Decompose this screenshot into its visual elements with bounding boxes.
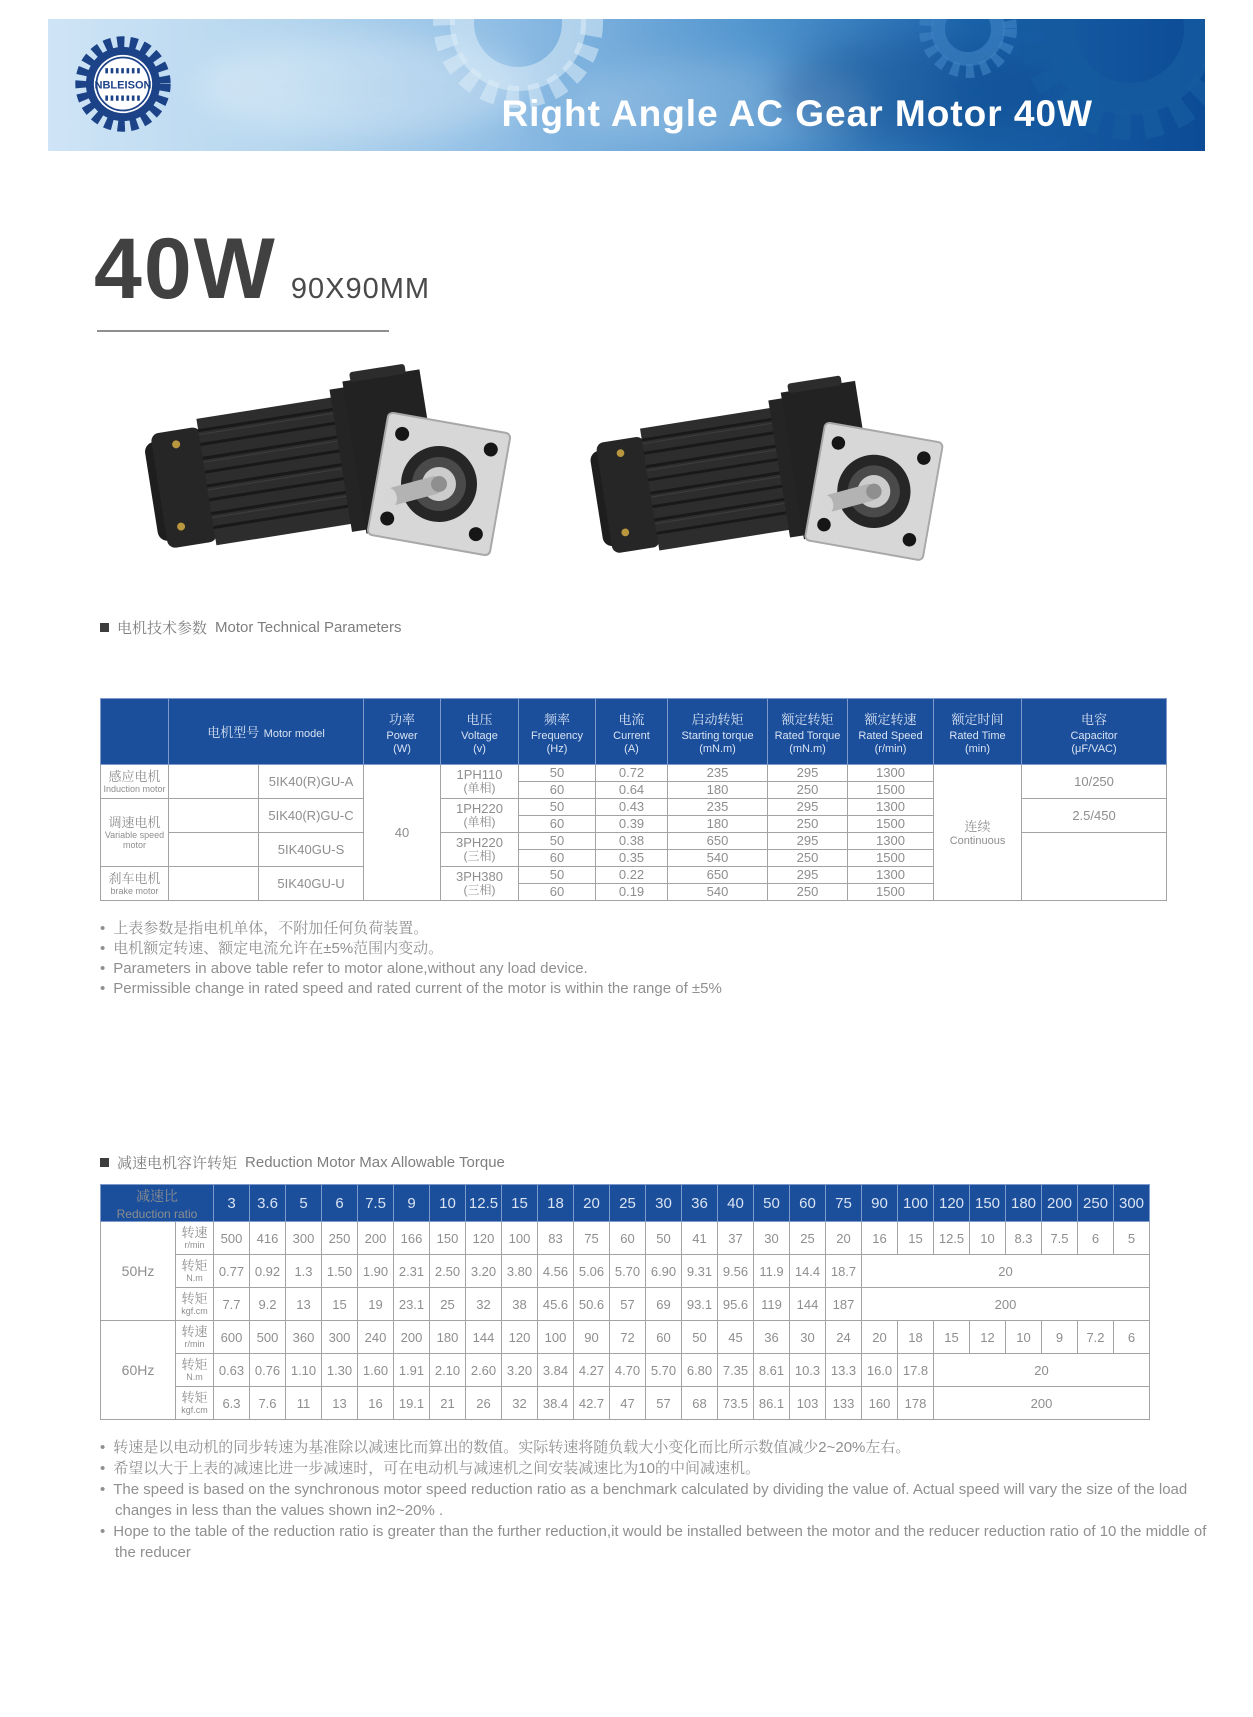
- row-label-speed: 转速 r/min: [176, 1321, 214, 1354]
- frequency-group-label: 50Hz: [101, 1222, 176, 1321]
- col-header-model: 电机型号 Motor model: [169, 699, 364, 765]
- table-cell: 37: [718, 1222, 754, 1255]
- table-cell: 103: [790, 1387, 826, 1420]
- table-cell: 1300: [848, 765, 934, 782]
- table-cell: 187: [826, 1288, 862, 1321]
- table-cell: 295: [768, 765, 848, 782]
- table-cell: 60: [519, 850, 596, 867]
- rated-time-cell: 连续 Continuous: [934, 765, 1022, 901]
- table-row: [101, 1321, 1150, 1354]
- table-cell: 16: [862, 1222, 898, 1255]
- table-cell: 60: [519, 816, 596, 833]
- table-cell: 16.0: [862, 1354, 898, 1387]
- table-cell: 295: [768, 799, 848, 816]
- table-cell: 2.31: [394, 1255, 430, 1288]
- voltage-cell: 3PH380 (三相): [441, 867, 519, 901]
- power-cell: 40: [364, 765, 441, 901]
- capacitor-cell: 2.5/450: [1022, 799, 1167, 833]
- table-cell: 60: [519, 884, 596, 901]
- capacitor-cell: [1022, 833, 1167, 901]
- model-cell: 5IK40GU-U: [259, 867, 364, 901]
- table-cell: 180: [430, 1321, 466, 1354]
- table-cell: 1.3: [286, 1255, 322, 1288]
- table-cell: 295: [768, 833, 848, 850]
- category-cell: 调速电机 Variable speed motor: [101, 799, 169, 867]
- table-cell: 57: [610, 1288, 646, 1321]
- table-cell: 45.6: [538, 1288, 574, 1321]
- table-cell: 10: [970, 1222, 1006, 1255]
- table-cell: 500: [214, 1222, 250, 1255]
- table-cell: 0.35: [596, 850, 668, 867]
- table-cell: 300: [1114, 1185, 1150, 1222]
- table-cell: 6.90: [646, 1255, 682, 1288]
- table-row: [101, 1354, 1150, 1387]
- logo-text: NBLEISON: [94, 79, 152, 92]
- table-cell: 50: [519, 799, 596, 816]
- table-cell: 90: [862, 1185, 898, 1222]
- table-cell: 250: [768, 782, 848, 799]
- col-header-rated-time: 额定时间 Rated Time (min): [934, 699, 1022, 765]
- table-cell: 1500: [848, 850, 934, 867]
- section-title-en: Motor Technical Parameters: [215, 619, 402, 636]
- heading-underline: [97, 330, 389, 332]
- table-cell: 83: [538, 1222, 574, 1255]
- table-cell: 57: [646, 1387, 682, 1420]
- table-cell: 0.77: [214, 1255, 250, 1288]
- table-cell: 3.20: [502, 1354, 538, 1387]
- voltage-cell: 3PH220 (三相): [441, 833, 519, 867]
- table-cell: 18: [538, 1185, 574, 1222]
- table-cell: 13.3: [826, 1354, 862, 1387]
- col-header-reduction-ratio: 减速比 Reduction ratio: [101, 1185, 214, 1222]
- table-cell: 7.5: [1042, 1222, 1078, 1255]
- col-header-frequency: 频率 Frequency (Hz): [519, 699, 596, 765]
- table-cell: 38: [502, 1288, 538, 1321]
- table-cell: 5.70: [646, 1354, 682, 1387]
- merged-value-cell: 200: [862, 1288, 1150, 1321]
- table-header-row: [101, 1185, 1150, 1222]
- table-cell: 6: [322, 1185, 358, 1222]
- page-title: Right Angle AC Gear Motor 40W: [501, 93, 1093, 134]
- square-bullet-icon: [100, 623, 109, 632]
- table-cell: 7.2: [1078, 1321, 1114, 1354]
- table-cell: 4.70: [610, 1354, 646, 1387]
- table-cell: 4.56: [538, 1255, 574, 1288]
- table-header-row: [101, 699, 1167, 765]
- col-header-current: 电流 Current (A): [596, 699, 668, 765]
- table-cell: 15: [502, 1185, 538, 1222]
- note-line: • 转速是以电动机的同步转速为基准除以减速比而算出的数值。实际转速将随负载大小变化而比所示数值减少2~20%左右。: [100, 1437, 1218, 1458]
- table-cell: 93.1: [682, 1288, 718, 1321]
- table-cell: 19.1: [394, 1387, 430, 1420]
- table-row: [101, 765, 1167, 782]
- table-cell: 5: [1114, 1222, 1150, 1255]
- table-cell: 1300: [848, 833, 934, 850]
- table-cell: 9.2: [250, 1288, 286, 1321]
- table-cell: 240: [358, 1321, 394, 1354]
- note-line: • Permissible change in rated speed and rated current of the motor is within the range of ±5%: [100, 979, 1110, 999]
- table-cell: 0.19: [596, 884, 668, 901]
- table-cell: 30: [646, 1185, 682, 1222]
- table-cell: 6: [1114, 1321, 1150, 1354]
- table-cell: 21: [430, 1387, 466, 1420]
- blank-cell: [169, 833, 259, 867]
- table-cell: 120: [502, 1321, 538, 1354]
- table-cell: 26: [466, 1387, 502, 1420]
- table-cell: 0.38: [596, 833, 668, 850]
- table-cell: 650: [668, 833, 768, 850]
- table-cell: 16: [358, 1387, 394, 1420]
- table-cell: 100: [538, 1321, 574, 1354]
- table-cell: 0.39: [596, 816, 668, 833]
- table-cell: 540: [668, 850, 768, 867]
- table-cell: 166: [394, 1222, 430, 1255]
- table-cell: 3.20: [466, 1255, 502, 1288]
- table-cell: 50.6: [574, 1288, 610, 1321]
- voltage-cell: 1PH220 (单相): [441, 799, 519, 833]
- table-cell: 300: [286, 1222, 322, 1255]
- table-cell: 200: [1042, 1185, 1078, 1222]
- table-cell: 100: [898, 1185, 934, 1222]
- table-cell: 500: [250, 1321, 286, 1354]
- header-banner: [48, 19, 1205, 151]
- table-cell: 40: [718, 1185, 754, 1222]
- section-title-zh: 电机技术参数: [117, 620, 208, 637]
- table-cell: 9: [394, 1185, 430, 1222]
- note-line: • 希望以大于上表的减速比进一步减速时，可在电动机与减速机之间安装减速比为10的中间减速机。: [100, 1458, 1218, 1479]
- product-photo-1: [135, 356, 515, 578]
- table-cell: 47: [610, 1387, 646, 1420]
- capacitor-cell: 10/250: [1022, 765, 1167, 799]
- table-cell: 42.7: [574, 1387, 610, 1420]
- table-cell: 160: [862, 1387, 898, 1420]
- table-cell: 416: [250, 1222, 286, 1255]
- brand-logo: [70, 31, 176, 137]
- table-cell: 1.91: [394, 1354, 430, 1387]
- table-cell: 235: [668, 765, 768, 782]
- table-cell: 1500: [848, 816, 934, 833]
- table-cell: 1500: [848, 782, 934, 799]
- table-cell: 180: [1006, 1185, 1042, 1222]
- table-cell: 75: [574, 1222, 610, 1255]
- table-cell: 12.5: [466, 1185, 502, 1222]
- table-cell: 11.9: [754, 1255, 790, 1288]
- square-bullet-icon: [100, 1158, 109, 1167]
- table-cell: 2.60: [466, 1354, 502, 1387]
- row-label-torque-kgfcm: 转矩 kgf.cm: [176, 1387, 214, 1420]
- table-cell: 30: [754, 1222, 790, 1255]
- table-cell: 19: [358, 1288, 394, 1321]
- table-cell: 17.8: [898, 1354, 934, 1387]
- col-header-power: 功率 Power (W): [364, 699, 441, 765]
- table-cell: 60: [790, 1185, 826, 1222]
- table-cell: 11: [286, 1387, 322, 1420]
- model-cell: 5IK40(R)GU-A: [259, 765, 364, 799]
- section-title-en: Reduction Motor Max Allowable Torque: [245, 1154, 505, 1171]
- table-cell: 36: [754, 1321, 790, 1354]
- table-cell: 14.4: [790, 1255, 826, 1288]
- table-cell: 15: [934, 1321, 970, 1354]
- table-cell: 69: [646, 1288, 682, 1321]
- table-cell: 8.61: [754, 1354, 790, 1387]
- table-cell: 50: [682, 1321, 718, 1354]
- row-label-torque-nm: 转矩 N.m: [176, 1354, 214, 1387]
- col-header-starting-torque: 启动转矩 Starting torque (mN.m): [668, 699, 768, 765]
- table-cell: 0.92: [250, 1255, 286, 1288]
- table-cell: 38.4: [538, 1387, 574, 1420]
- table-cell: 15: [322, 1288, 358, 1321]
- note-line: • Parameters in above table refer to motor alone,without any load device.: [100, 959, 1110, 979]
- table-cell: 45: [718, 1321, 754, 1354]
- category-cell: 刹车电机 brake motor: [101, 867, 169, 901]
- table-cell: 25: [610, 1185, 646, 1222]
- table-cell: 75: [826, 1185, 862, 1222]
- product-power: 40W: [94, 221, 277, 317]
- table-cell: 5.06: [574, 1255, 610, 1288]
- table-cell: 6.3: [214, 1387, 250, 1420]
- table-cell: 200: [394, 1321, 430, 1354]
- table-cell: 25: [430, 1288, 466, 1321]
- merged-value-cell: 20: [934, 1354, 1150, 1387]
- table-cell: 3: [214, 1185, 250, 1222]
- gear-icon: [908, 19, 1028, 89]
- table-cell: 250: [322, 1222, 358, 1255]
- table-cell: 50: [754, 1185, 790, 1222]
- table-cell: 1500: [848, 884, 934, 901]
- table-cell: 60: [519, 782, 596, 799]
- table-cell: 0.22: [596, 867, 668, 884]
- model-cell: 5IK40GU-S: [259, 833, 364, 867]
- table-cell: 144: [466, 1321, 502, 1354]
- motor-parameters-table: [100, 698, 1167, 901]
- motor-notes: [100, 919, 1110, 999]
- table-cell: 3.84: [538, 1354, 574, 1387]
- table-cell: 250: [768, 884, 848, 901]
- table-cell: 12.5: [934, 1222, 970, 1255]
- table-cell: 60: [646, 1321, 682, 1354]
- table-cell: 5.70: [610, 1255, 646, 1288]
- table-cell: 100: [502, 1222, 538, 1255]
- table-cell: 1.30: [322, 1354, 358, 1387]
- table-cell: 36: [682, 1185, 718, 1222]
- table-cell: 150: [430, 1222, 466, 1255]
- table-cell: 13: [322, 1387, 358, 1420]
- table-cell: 6.80: [682, 1354, 718, 1387]
- table-cell: 72: [610, 1321, 646, 1354]
- table-cell: 133: [826, 1387, 862, 1420]
- row-label-torque-nm: 转矩 N.m: [176, 1255, 214, 1288]
- table-cell: 250: [768, 816, 848, 833]
- table-cell: 295: [768, 867, 848, 884]
- category-cell: 感应电机 Induction motor: [101, 765, 169, 799]
- table-cell: 250: [768, 850, 848, 867]
- table-cell: 50: [519, 867, 596, 884]
- table-cell: 600: [214, 1321, 250, 1354]
- table-cell: 1.10: [286, 1354, 322, 1387]
- section-title-zh: 减速电机容许转矩: [117, 1155, 238, 1172]
- table-cell: 60: [610, 1222, 646, 1255]
- merged-value-cell: 200: [934, 1387, 1150, 1420]
- table-cell: 68: [682, 1387, 718, 1420]
- section-title-reduction-torque: [100, 1152, 505, 1173]
- table-cell: 0.43: [596, 799, 668, 816]
- note-line: • 电机额定转速、额定电流允许在±5%范围内变动。: [100, 939, 1110, 959]
- table-cell: 95.6: [718, 1288, 754, 1321]
- table-cell: 50: [646, 1222, 682, 1255]
- table-cell: 32: [502, 1387, 538, 1420]
- table-cell: 18.7: [826, 1255, 862, 1288]
- table-cell: 10.3: [790, 1354, 826, 1387]
- col-header-voltage: 电压 Voltage (v): [441, 699, 519, 765]
- table-row: [101, 1222, 1150, 1255]
- model-cell: 5IK40(R)GU-C: [259, 799, 364, 833]
- table-cell: 200: [358, 1222, 394, 1255]
- table-cell: 5: [286, 1185, 322, 1222]
- table-cell: 300: [322, 1321, 358, 1354]
- blank-cell: [169, 867, 259, 901]
- table-cell: 235: [668, 799, 768, 816]
- reduction-torque-table: [100, 1184, 1150, 1420]
- table-cell: 180: [668, 816, 768, 833]
- voltage-cell: 1PH110 (单相): [441, 765, 519, 799]
- table-row: [101, 1387, 1150, 1420]
- table-cell: 20: [862, 1321, 898, 1354]
- table-cell: 360: [286, 1321, 322, 1354]
- table-cell: 25: [790, 1222, 826, 1255]
- table-cell: 12: [970, 1321, 1006, 1354]
- table-cell: 0.63: [214, 1354, 250, 1387]
- table-cell: 120: [934, 1185, 970, 1222]
- table-cell: 9.56: [718, 1255, 754, 1288]
- col-header-capacitor: 电容 Capacitor (μF/VAC): [1022, 699, 1167, 765]
- table-cell: 20: [826, 1222, 862, 1255]
- table-cell: 119: [754, 1288, 790, 1321]
- table-row: [101, 1288, 1150, 1321]
- merged-value-cell: 20: [862, 1255, 1150, 1288]
- table-cell: 20: [574, 1185, 610, 1222]
- note-line: • Hope to the table of the reduction ratio is greater than the further reduction,it would be installed between the motor and the reducer reduction ratio of 10 the middle of the reducer: [100, 1521, 1218, 1563]
- table-cell: 1300: [848, 867, 934, 884]
- table-cell: 90: [574, 1321, 610, 1354]
- table-cell: 1.50: [322, 1255, 358, 1288]
- table-cell: 144: [790, 1288, 826, 1321]
- table-cell: 2.10: [430, 1354, 466, 1387]
- table-cell: 10: [430, 1185, 466, 1222]
- table-cell: 50: [519, 765, 596, 782]
- table-cell: 8.3: [1006, 1222, 1042, 1255]
- product-photo-2: [580, 368, 948, 582]
- table-cell: 50: [519, 833, 596, 850]
- table-cell: 86.1: [754, 1387, 790, 1420]
- table-cell: 1.60: [358, 1354, 394, 1387]
- row-label-torque-kgfcm: 转矩 kgf.cm: [176, 1288, 214, 1321]
- table-cell: 7.5: [358, 1185, 394, 1222]
- product-size: 90X90MM: [290, 273, 431, 305]
- col-header-blank: [101, 699, 169, 765]
- table-cell: 3.6: [250, 1185, 286, 1222]
- table-cell: 41: [682, 1222, 718, 1255]
- table-cell: 2.50: [430, 1255, 466, 1288]
- table-cell: 1300: [848, 799, 934, 816]
- table-cell: 7.35: [718, 1354, 754, 1387]
- note-line: • 上表参数是指电机单体，不附加任何负荷装置。: [100, 919, 1110, 939]
- table-cell: 120: [466, 1222, 502, 1255]
- table-cell: 0.72: [596, 765, 668, 782]
- table-cell: 250: [1078, 1185, 1114, 1222]
- frequency-group-label: 60Hz: [101, 1321, 176, 1420]
- section-title-motor-parameters: [100, 617, 401, 638]
- table-cell: 23.1: [394, 1288, 430, 1321]
- table-cell: 10: [1006, 1321, 1042, 1354]
- table-cell: 0.76: [250, 1354, 286, 1387]
- table-cell: 7.7: [214, 1288, 250, 1321]
- product-heading: [94, 221, 431, 317]
- note-line: • The speed is based on the synchronous motor speed reduction ratio as a benchmark calculated by dividing the value of. Actual speed will vary the size of the load changes in less than the values shown in2~20% .: [100, 1479, 1218, 1521]
- col-header-rated-speed: 额定转速 Rated Speed (r/min): [848, 699, 934, 765]
- table-cell: 32: [466, 1288, 502, 1321]
- table-cell: 24: [826, 1321, 862, 1354]
- blank-cell: [169, 799, 259, 833]
- table-cell: 73.5: [718, 1387, 754, 1420]
- table-cell: 13: [286, 1288, 322, 1321]
- table-cell: 540: [668, 884, 768, 901]
- blank-cell: [169, 765, 259, 799]
- table-row: [101, 1255, 1150, 1288]
- torque-notes: [100, 1437, 1218, 1563]
- table-cell: 150: [970, 1185, 1006, 1222]
- table-cell: 3.80: [502, 1255, 538, 1288]
- table-cell: 0.64: [596, 782, 668, 799]
- table-cell: 650: [668, 867, 768, 884]
- table-cell: 30: [790, 1321, 826, 1354]
- table-cell: 7.6: [250, 1387, 286, 1420]
- table-cell: 9: [1042, 1321, 1078, 1354]
- table-cell: 9.31: [682, 1255, 718, 1288]
- col-header-rated-torque: 额定转矩 Rated Torque (mN.m): [768, 699, 848, 765]
- table-cell: 1.90: [358, 1255, 394, 1288]
- table-cell: 180: [668, 782, 768, 799]
- row-label-speed: 转速 r/min: [176, 1222, 214, 1255]
- table-cell: 4.27: [574, 1354, 610, 1387]
- table-cell: 18: [898, 1321, 934, 1354]
- table-cell: 15: [898, 1222, 934, 1255]
- table-cell: 6: [1078, 1222, 1114, 1255]
- table-cell: 178: [898, 1387, 934, 1420]
